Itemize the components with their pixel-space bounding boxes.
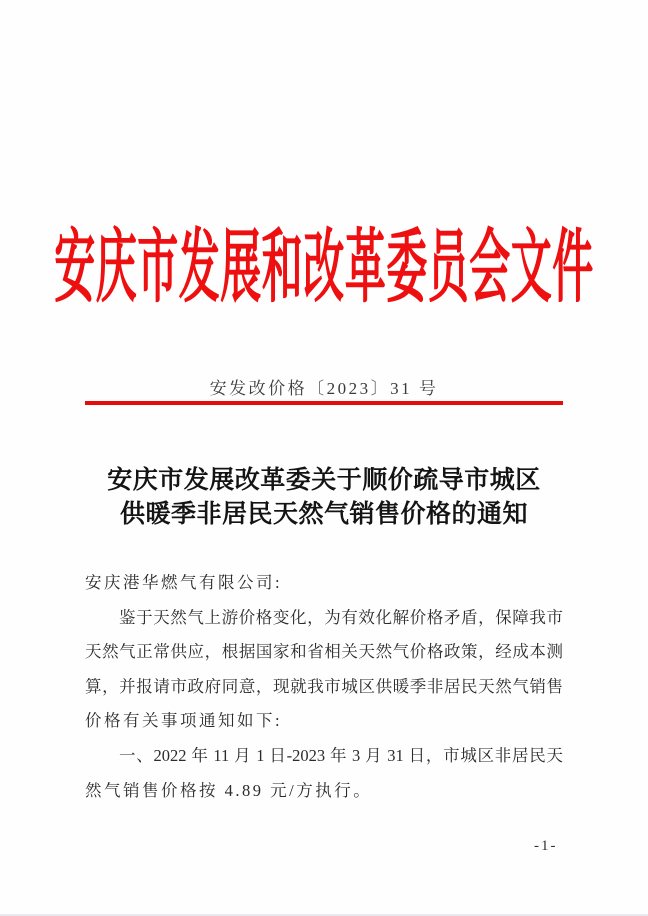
page-number: -1-	[534, 838, 558, 854]
body-line: 价格有关事项通知如下:	[85, 711, 283, 731]
document-reference-number: 安发改价格〔2023〕31 号	[209, 379, 439, 398]
document-body	[85, 566, 563, 808]
document-title-line-1: 安庆市发展改革委关于顺价疏导市城区	[107, 467, 541, 494]
red-masthead	[0, 210, 648, 310]
document-title	[0, 464, 648, 532]
body-line: 一、2022 年 11 月 1 日-2023 年 3 月 31 日，市城区非居民天	[119, 745, 563, 765]
document-title-line-2: 供暖季非居民天然气销售价格的通知	[119, 501, 528, 528]
recipient-line: 安庆港华燃气有限公司:	[85, 573, 283, 592]
body-line: 天然气正常供应，根据国家和省相关天然气价格政策，经成本测	[85, 642, 563, 662]
body-line: 然气销售价格按 4.89 元/方执行。	[85, 780, 373, 800]
red-divider-rule	[85, 401, 563, 405]
masthead-title: 安庆市发展和改革委员会文件	[54, 221, 594, 312]
body-line: 算，并报请市政府同意，现就我市城区供暖季非居民天然气销售	[85, 676, 563, 696]
body-line: 鉴于天然气上游价格变化，为有效化解价格矛盾，保障我市	[119, 607, 563, 627]
